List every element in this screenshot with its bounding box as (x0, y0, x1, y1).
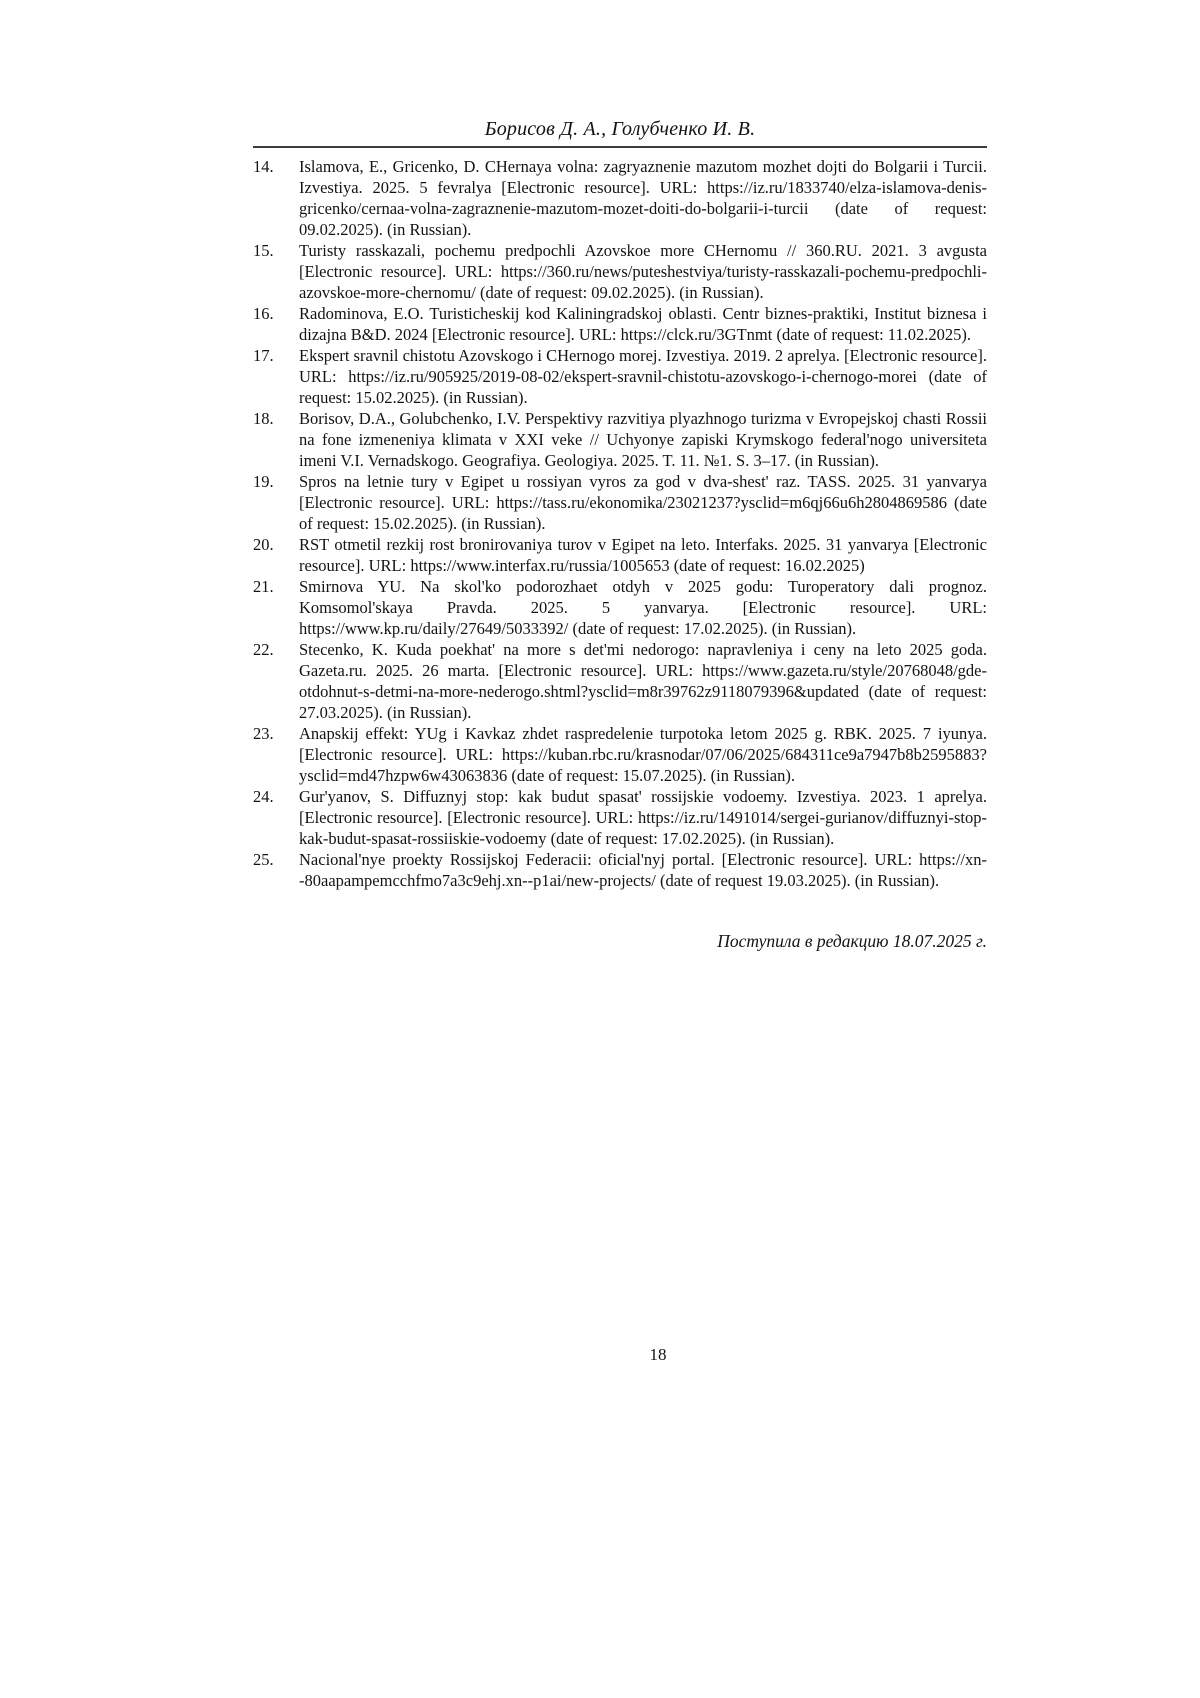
reference-item (253, 240, 987, 303)
page-header (253, 118, 987, 148)
reference-text: Spros na letnie tury v Egipet u rossiyan vyros za god v dva-shest' raz. TASS. 2025. 31 yanvarya [Electronic resource]. URL: https://tass.ru/ekonomika/23021237?ysclid=m6qj66u6h2804869586 (date of request: 15.02.2025). (in Russian). (299, 472, 987, 533)
reference-text: RST otmetil rezkij rost bronirovaniya turov v Egipet na leto. Interfaks. 2025. 31 yanvarya [Electronic resource]. URL: https://www.interfax.ru/russia/1005653 (date of request: 16.02.2025) (299, 535, 987, 575)
reference-item (253, 576, 987, 639)
reference-number: 17. (253, 346, 274, 365)
reference-number: 22. (253, 640, 274, 659)
reference-item (253, 534, 987, 576)
reference-item (253, 786, 987, 849)
reference-text: Turisty rasskazali, pochemu predpochli Azovskoe more CHernomu // 360.RU. 2021. 3 avgusta [Electronic resource]. URL: https://360.ru/news/puteshestviya/turisty-rasskazali-pochemu-predpochli-azovskoe-more-chernomu/ (date of request: 09.02.2025). (in Russian). (299, 241, 987, 302)
reference-text: Gur'yanov, S. Diffuznyj stop: kak budut spasat' rossijskie vodoemy. Izvestiya. 2023. 1 aprelya. [Electronic resource]. [Electronic resource]. URL: https://iz.ru/1491014/sergei-gurianov/diffuznyi-stop-kak-budut-spasat-rossiiskie-vodoemy (date of request: 17.02.2025). (in Russian). (299, 787, 987, 848)
reference-text: Ekspert sravnil chistotu Azovskogo i CHernogo morej. Izvestiya. 2019. 2 aprelya. [Electronic resource]. URL: https://iz.ru/905925/2019-08-02/ekspert-sravnil-chistotu-azovskogo-i-chernogo-morei (date of request: 15.02.2025). (in Russian). (299, 346, 987, 407)
reference-list (253, 156, 987, 891)
author-line: Борисов Д. А., Голубченко И. В. (484, 118, 756, 140)
reference-number: 15. (253, 241, 274, 260)
reference-text: Stecenko, K. Kuda poekhat' na more s det'mi nedorogo: napravleniya i ceny na leto 2025 goda. Gazeta.ru. 2025. 26 marta. [Electronic resource]. URL: https://www.gazeta.ru/style/20768048/gde-otdohnut-s-detmi-na-more-nederogo.shtml?ysclid=m8r39762z9118079396&updated (date of request: 27.03.2025). (in Russian). (299, 640, 987, 722)
reference-text: Anapskij effekt: YUg i Kavkaz zhdet raspredelenie turpotoka letom 2025 g. RBK. 2025. 7 iyunya. [Electronic resource]. URL: https://kuban.rbc.ru/krasnodar/07/06/2025/684311ce9a7947b8b2595883?ysclid=md47hzpw6w43063836 (date of request: 15.07.2025). (in Russian). (299, 724, 987, 785)
reference-item (253, 345, 987, 408)
reference-text: Borisov, D.A., Golubchenko, I.V. Perspektivy razvitiya plyazhnogo turizma v Evropejskoj chasti Rossii na fone izmeneniya klimata v XXI veke // Uchyonye zapiski Krymskogo federal'nogo universiteta imeni V.I. Vernadskogo. Geografiya. Geologiya. 2025. T. 11. №1. S. 3–17. (in Russian). (299, 409, 987, 470)
reference-text: Radominova, E.O. Turisticheskij kod Kaliningradskoj oblasti. Centr biznes-praktiki, Institut biznesa i dizajna B&D. 2024 [Electronic resource]. URL: https://clck.ru/3GTnmt (date of request: 11.02.2025). (299, 304, 987, 344)
reference-number: 16. (253, 304, 274, 323)
reference-text: Smirnova YU. Na skol'ko podorozhaet otdyh v 2025 godu: Turoperatory dali prognoz. Komsomol'skaya Pravda. 2025. 5 yanvarya. [Electronic resource]. URL: https://www.kp.ru/daily/27649/5033392/ (date of request: 17.02.2025). (in Russian). (299, 577, 987, 638)
reference-number: 18. (253, 409, 274, 428)
reference-number: 24. (253, 787, 274, 806)
reference-number: 23. (253, 724, 274, 743)
reference-number: 21. (253, 577, 274, 596)
page-number: 18 (649, 1345, 667, 1364)
reference-item (253, 639, 987, 723)
reference-item (253, 303, 987, 345)
reference-item (253, 723, 987, 786)
reference-number: 20. (253, 535, 274, 554)
reference-item (253, 156, 987, 240)
received-note: Поступила в редакцию 18.07.2025 г. (717, 931, 987, 951)
reference-item (253, 408, 987, 471)
reference-number: 25. (253, 850, 274, 869)
reference-number: 19. (253, 472, 274, 491)
reference-text: Islamova, E., Gricenko, D. CHernaya volna: zagryaznenie mazutom mozhet dojti do Bolgarii i Turcii. Izvestiya. 2025. 5 fevralya [Electronic resource]. URL: https://iz.ru/1833740/elza-islamova-denis-gricenko/cernaa-volna-zagraznenie-mazutom-mozet-doiti-do-bolgarii-i-turcii (date of request: 09.02.2025). (in Russian). (299, 157, 987, 239)
reference-item (253, 849, 987, 891)
page-content (253, 118, 987, 952)
reference-item (253, 471, 987, 534)
reference-number: 14. (253, 157, 274, 176)
reference-text: Nacional'nye proekty Rossijskoj Federacii: oficial'nyj portal. [Electronic resource]. URL: https://xn--80aapampemcchfmo7a3c9ehj.xn--p1ai/new-projects/ (date of request 19.03.2025). (in Russian). (299, 850, 987, 890)
